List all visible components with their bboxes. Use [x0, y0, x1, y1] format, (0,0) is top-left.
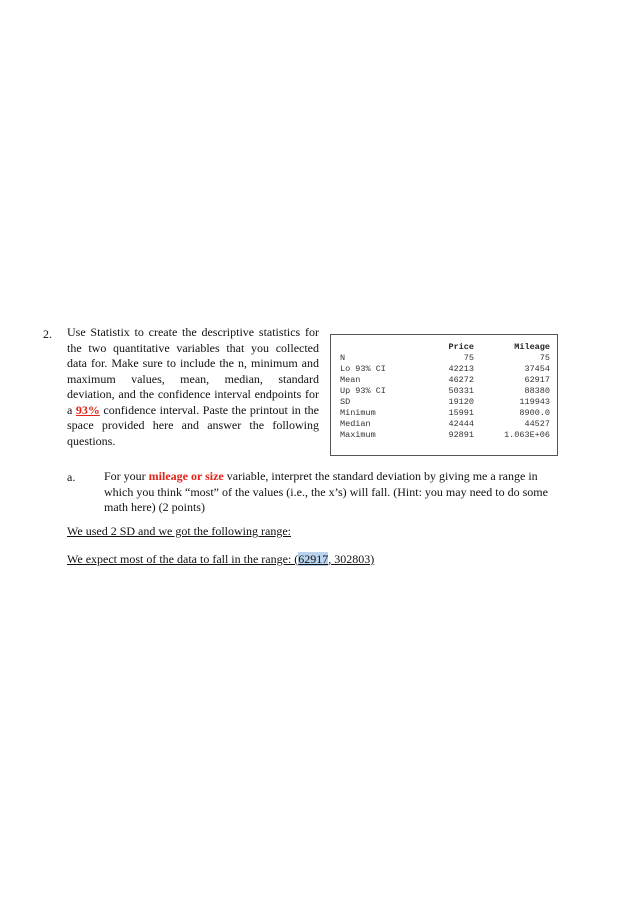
stats-header-price: Price — [448, 342, 474, 352]
descriptive-stats-table — [340, 342, 550, 441]
variable-highlight: mileage or size — [148, 469, 224, 483]
stat-price: 19120 — [448, 397, 474, 407]
stats-header-mileage: Mileage — [514, 342, 550, 352]
stat-label: Mean — [340, 375, 361, 385]
table-row — [340, 430, 550, 441]
stat-price: 42444 — [448, 419, 474, 429]
stat-mileage: 88380 — [524, 386, 550, 396]
stat-price: 75 — [463, 353, 474, 363]
stat-mileage: 119943 — [519, 397, 550, 407]
stat-mileage: 75 — [539, 353, 550, 363]
stat-price: 42213 — [448, 364, 474, 374]
stat-label: SD — [340, 397, 351, 407]
sub-question-text-part1: For your — [104, 469, 149, 483]
sub-question-label: a. — [67, 470, 76, 484]
question-text — [67, 325, 319, 449]
answer-line-2-suffix: , 302803) — [328, 552, 375, 566]
stat-price: 46272 — [448, 375, 474, 385]
stat-label: Minimum — [340, 408, 376, 418]
sub-question-text-part2: variable, interpret the standard deviation by giving me a range in which you think “most” of the values (i.e., the x’s) will fall. (Hint: you may need to do some math here) (2 points) — [104, 469, 548, 514]
stat-price: 92891 — [448, 430, 474, 440]
table-row — [340, 353, 550, 364]
table-row — [340, 386, 550, 397]
answer-line-2-prefix: We expect most of the data to fall in the range: ( — [67, 552, 299, 566]
table-row — [340, 397, 550, 408]
question-number: 2. — [43, 327, 52, 341]
stat-label: Lo 93% CI — [340, 364, 386, 374]
stat-price: 15991 — [448, 408, 474, 418]
stat-mileage: 62917 — [524, 375, 550, 385]
answer-line-1[interactable]: We used 2 SD and we got the following range: — [67, 524, 291, 538]
table-row — [340, 364, 550, 375]
table-row — [340, 419, 550, 430]
statistix-printout — [330, 334, 558, 456]
stat-mileage: 44527 — [524, 419, 550, 429]
table-row — [340, 375, 550, 386]
stats-header-blank — [340, 342, 424, 353]
question-text-part2: confidence interval. Paste the printout in the space provided here and answer the following questions. — [67, 402, 319, 448]
stats-header-row — [340, 342, 550, 353]
selected-text[interactable]: 62917 — [298, 552, 329, 566]
stat-label: N — [340, 353, 346, 363]
sub-question-text — [104, 469, 556, 516]
stat-mileage: 37454 — [524, 364, 550, 374]
answer-line-2[interactable] — [67, 552, 374, 567]
stat-label: Median — [340, 419, 371, 429]
stat-mileage: 8900.0 — [519, 408, 550, 418]
stat-mileage: 1.063E+06 — [504, 430, 550, 440]
table-row — [340, 408, 550, 419]
confidence-level-highlight: 93% — [75, 402, 100, 417]
stat-price: 50331 — [448, 386, 474, 396]
question-text-part1: Use Statistix to create the descriptive statistics for the two quantitative variables that you collected data for. Make sure to include the n, minimum and maximum values, mean, median, standard deviation, and the confidence interval endpoints for a — [67, 325, 319, 417]
stat-label: Maximum — [340, 430, 376, 440]
stat-label: Up 93% CI — [340, 386, 386, 396]
